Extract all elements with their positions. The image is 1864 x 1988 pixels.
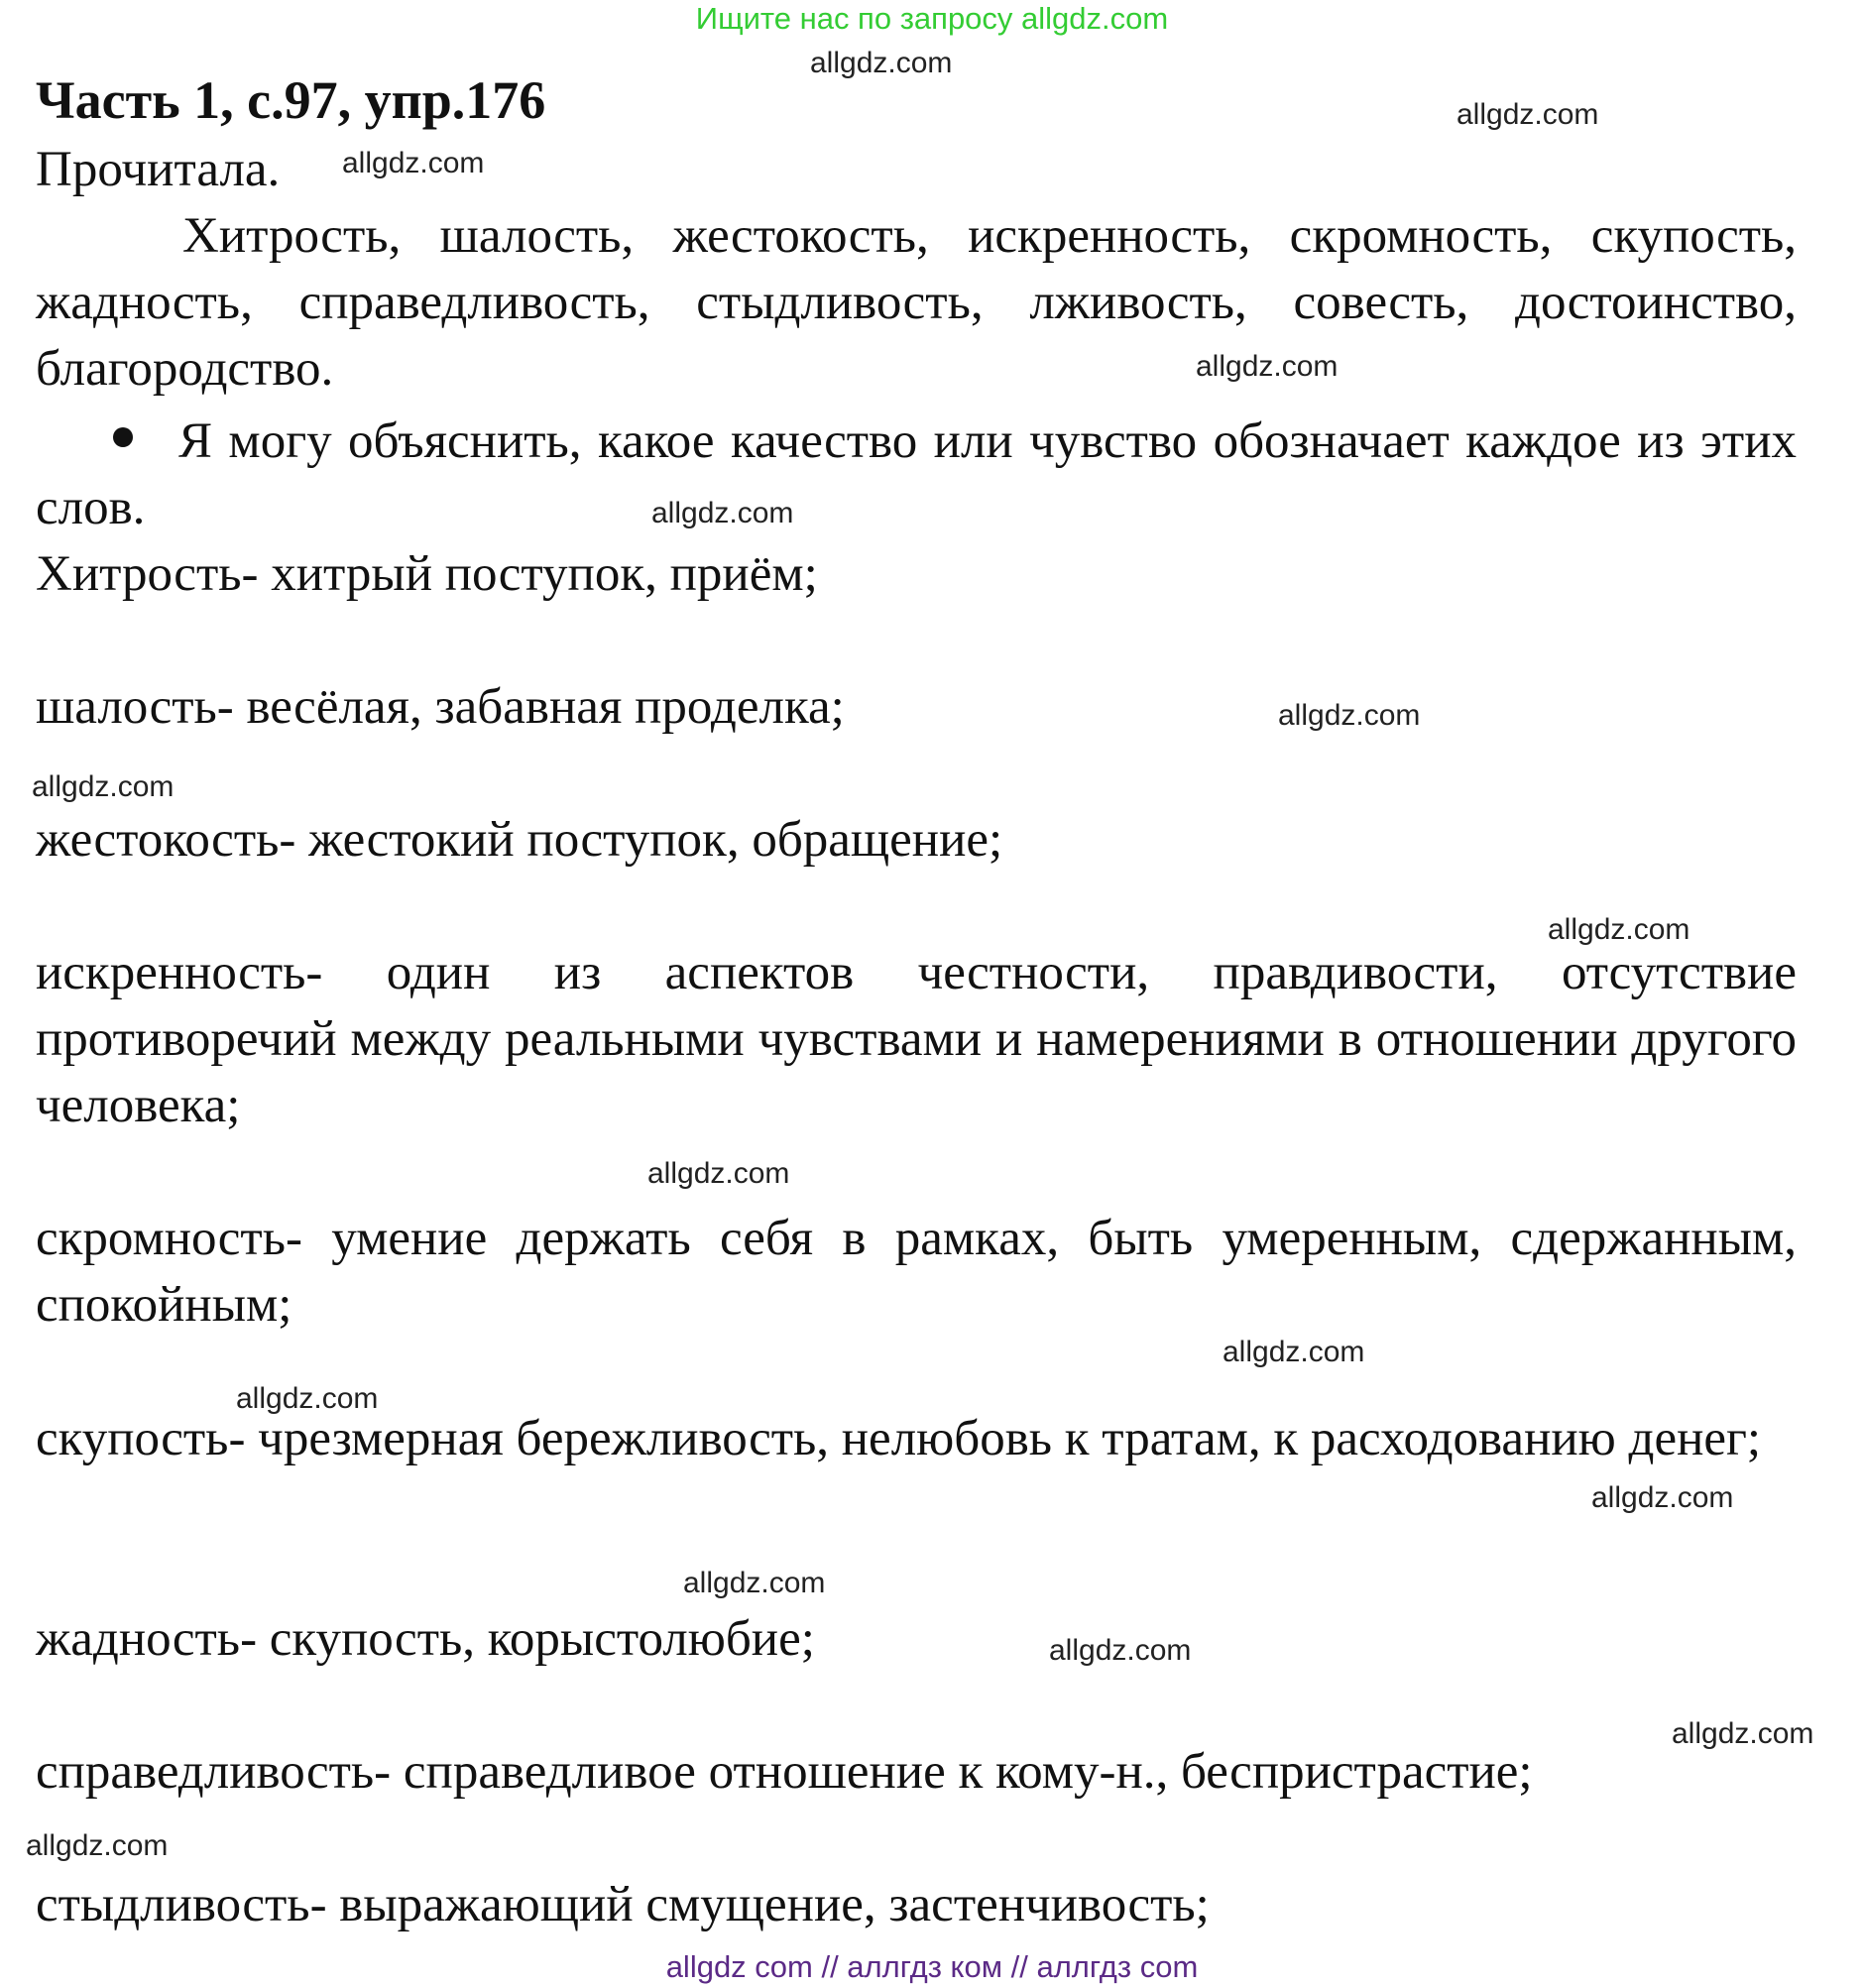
watermark: allgdz.com (683, 1567, 826, 1599)
definition-item: жадность- скупость, корыстолюбие; (36, 1611, 815, 1667)
task-bullet (36, 409, 1797, 541)
watermark: allgdz.com (1223, 1336, 1365, 1368)
definition-item: стыдливость- выражающий смущение, застенчивость; (36, 1877, 1210, 1932)
watermark: allgdz.com (1278, 699, 1421, 732)
watermark: allgdz.com (1548, 913, 1690, 946)
definition-item: шалость- весёлая, забавная проделка; (36, 679, 845, 735)
search-hint-banner: Ищите нас по запросу allgdz.com (695, 1, 1169, 36)
definition-item: скупость- чрезмерная бережливость, нелюбовь к тратам, к расходованию денег; (36, 1411, 1762, 1466)
watermark: allgdz.com (342, 147, 485, 179)
watermark: allgdz.com (1456, 98, 1599, 131)
watermark: allgdz.com (1672, 1717, 1814, 1750)
watermark: allgdz.com (236, 1382, 379, 1415)
watermark: allgdz.com (26, 1829, 169, 1862)
definition-item: Хитрость- хитрый поступок, приём; (36, 546, 818, 602)
watermark: allgdz.com (1591, 1481, 1734, 1514)
task-text: Я могу объяснить, какое качество или чувство обозначает каждое из этих слов. (36, 413, 1797, 535)
definition-item: справедливость- справедливое отношение к кому-н., беспристрастие; (36, 1744, 1533, 1800)
watermark: allgdz.com (810, 47, 953, 79)
definition-item: жестокость- жестокий поступок, обращение; (36, 812, 1003, 868)
word-list-paragraph: Хитрость, шалость, жестокость, искренность, скромность, скупость, жадность, справедливость, стыдливость, лживость, совесть, достоинство, благородство. (36, 208, 1797, 397)
exercise-title: Часть 1, с.97, упр.176 (36, 70, 546, 130)
watermark: allgdz.com (1049, 1634, 1192, 1667)
watermark: allgdz.com (32, 770, 175, 803)
definition-item: искренность- один из аспектов честности, правдивости, отсутствие противоречий между реальными чувствами и намерениями в отношении другого человека; (36, 945, 1797, 1133)
definition-item: скромность- умение держать себя в рамках, быть умеренным, сдержанным, спокойным; (36, 1211, 1797, 1333)
mirror-links-banner: allgdz com // аллгдз ком // аллгдз com (665, 1949, 1199, 1984)
intro-text: Прочитала. (36, 142, 281, 197)
bullet-icon (113, 427, 133, 447)
watermark: allgdz.com (1196, 350, 1339, 383)
watermark: allgdz.com (647, 1157, 790, 1190)
watermark: allgdz.com (651, 497, 794, 529)
